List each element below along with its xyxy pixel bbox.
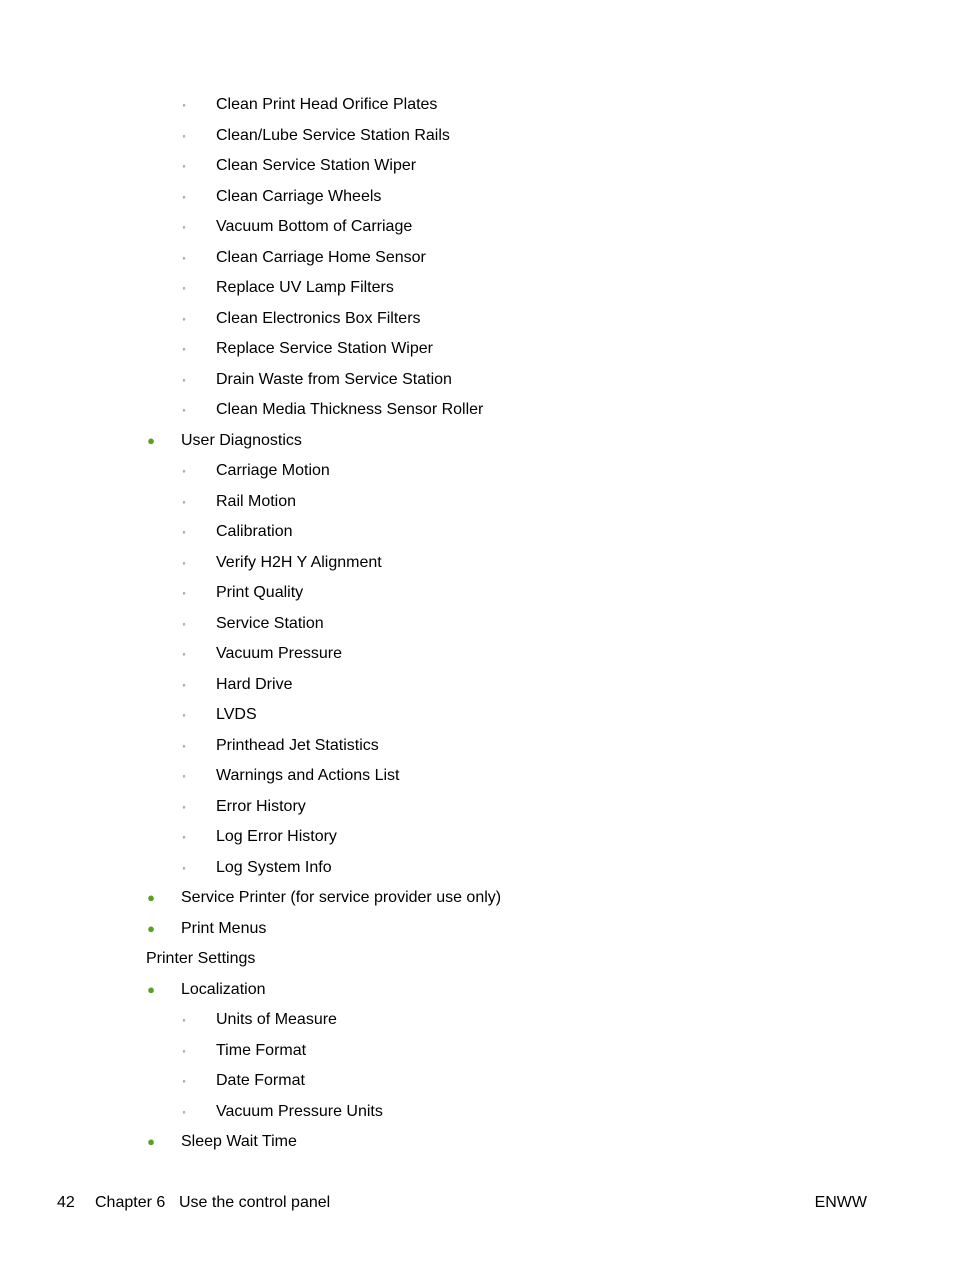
list-item-level2 [0,639,954,670]
hollow-circle-bullet-icon: ◦ [182,1076,186,1086]
list-item-text: Print Menus [181,919,267,937]
green-bullet-icon: ● [147,981,155,997]
list-item-text: Clean Electronics Box Filters [216,309,421,327]
list-item-text: Printhead Jet Statistics [216,736,379,754]
list-item-level2 [0,578,954,609]
section-heading [0,944,954,975]
list-item-level2 [0,1097,954,1128]
list-item-level2 [0,548,954,579]
list-item-text: Vacuum Pressure Units [216,1102,383,1120]
hollow-circle-bullet-icon: ◦ [182,740,186,751]
hollow-circle-bullet-icon: ◦ [182,527,186,537]
hollow-circle-bullet-icon: ◦ [182,344,186,354]
list-item-level2 [0,822,954,853]
list-item-level2 [0,853,954,884]
list-item-level2 [0,212,954,243]
green-bullet-icon: ● [147,432,155,448]
list-item-text: Verify H2H Y Alignment [216,553,382,571]
chapter-title: Use the control panel [179,1194,331,1211]
page-footer [0,1192,954,1214]
list-item-text: Vacuum Pressure [216,645,342,662]
list-item-level2 [0,700,954,731]
list-item-level2 [0,121,954,152]
list-item-level2 [0,90,954,121]
hollow-circle-bullet-icon: ◦ [182,862,186,873]
hollow-circle-bullet-icon: ◦ [182,283,186,293]
list-item-text: Log System Info [216,858,332,876]
green-bullet-icon: ● [147,890,155,905]
list-item-level2 [0,304,954,335]
list-item-text: LVDS [216,706,257,723]
hollow-circle-bullet-icon: ◦ [182,496,186,507]
hollow-circle-bullet-icon: ◦ [182,710,186,720]
list-item-level1 [0,914,954,945]
list-item-text: Clean Carriage Wheels [216,187,382,205]
hollow-circle-bullet-icon: ◦ [182,1045,186,1056]
list-item-text: Service Printer (for service provider use only) [181,889,502,906]
hollow-circle-bullet-icon: ◦ [182,191,186,202]
page-number: 42 [57,1194,75,1211]
list-item-level2 [0,517,954,548]
list-item-level2 [0,1005,954,1036]
green-bullet-icon: ● [147,920,155,936]
list-item-text: Clean Carriage Home Sensor [216,248,426,266]
list-item-text: Clean Service Station Wiper [216,157,417,174]
list-item-level2 [0,334,954,365]
list-item-level2 [0,456,954,487]
hollow-circle-bullet-icon: ◦ [182,161,186,171]
list-item-text: Log Error History [216,828,337,845]
list-item-text: Replace Service Station Wiper [216,340,433,357]
hollow-circle-bullet-icon: ◦ [182,130,186,141]
list-item-text: Warnings and Actions List [216,767,400,784]
hollow-circle-bullet-icon: ◦ [182,557,186,568]
list-item-text: Localization [181,980,266,998]
menu-outline-list [0,90,954,1158]
list-item-text: Time Format [216,1041,307,1059]
list-item-text: Clean Print Head Orifice Plates [216,96,438,113]
list-item-text: Units of Measure [216,1011,337,1028]
list-item-level2 [0,609,954,640]
hollow-circle-bullet-icon: ◦ [182,100,186,110]
list-item-level1 [0,426,954,457]
hollow-circle-bullet-icon: ◦ [182,649,186,659]
list-item-text: Carriage Motion [216,462,330,479]
list-item-level2 [0,487,954,518]
list-item-text: Calibration [216,523,293,540]
hollow-circle-bullet-icon: ◦ [182,222,186,232]
document-code: ENWW [814,1194,867,1211]
list-item-level2 [0,1036,954,1067]
list-item-text: Rail Motion [216,492,297,510]
list-item-text: Replace UV Lamp Filters [216,279,394,296]
hollow-circle-bullet-icon: ◦ [182,1106,186,1117]
list-item-level2 [0,731,954,762]
list-item-text: User Diagnostics [181,431,302,449]
list-item-level2 [0,1066,954,1097]
list-item-level1 [0,883,954,914]
hollow-circle-bullet-icon: ◦ [182,252,186,263]
list-item-text: Printer Settings [146,950,256,967]
hollow-circle-bullet-icon: ◦ [182,313,186,324]
hollow-circle-bullet-icon: ◦ [182,832,186,842]
hollow-circle-bullet-icon: ◦ [182,1015,186,1025]
green-bullet-icon: ● [147,1134,155,1149]
list-item-level2 [0,365,954,396]
chapter-label: Chapter 6 [95,1194,166,1211]
list-item-text: Print Quality [216,584,304,601]
list-item-level2 [0,182,954,213]
hollow-circle-bullet-icon: ◦ [182,374,186,385]
list-item-text: Service Station [216,614,324,632]
list-item-text: Hard Drive [216,675,293,693]
hollow-circle-bullet-icon: ◦ [182,679,186,690]
list-item-text: Clean Media Thickness Sensor Roller [216,401,484,418]
list-item-level1 [0,1127,954,1158]
list-item-level1 [0,975,954,1006]
list-item-level2 [0,243,954,274]
list-item-level2 [0,395,954,426]
list-item-text: Error History [216,797,306,815]
hollow-circle-bullet-icon: ◦ [182,771,186,781]
list-item-text: Vacuum Bottom of Carriage [216,218,413,235]
hollow-circle-bullet-icon: ◦ [182,588,186,598]
list-item-text: Clean/Lube Service Station Rails [216,126,450,144]
hollow-circle-bullet-icon: ◦ [182,618,186,629]
list-item-level2 [0,792,954,823]
hollow-circle-bullet-icon: ◦ [182,405,186,415]
list-item-text: Drain Waste from Service Station [216,370,452,388]
list-item-text: Sleep Wait Time [181,1133,297,1150]
hollow-circle-bullet-icon: ◦ [182,466,186,476]
list-item-text: Date Format [216,1072,305,1089]
list-item-level2 [0,761,954,792]
list-item-level2 [0,151,954,182]
hollow-circle-bullet-icon: ◦ [182,801,186,812]
list-item-level2 [0,670,954,701]
list-item-level2 [0,273,954,304]
